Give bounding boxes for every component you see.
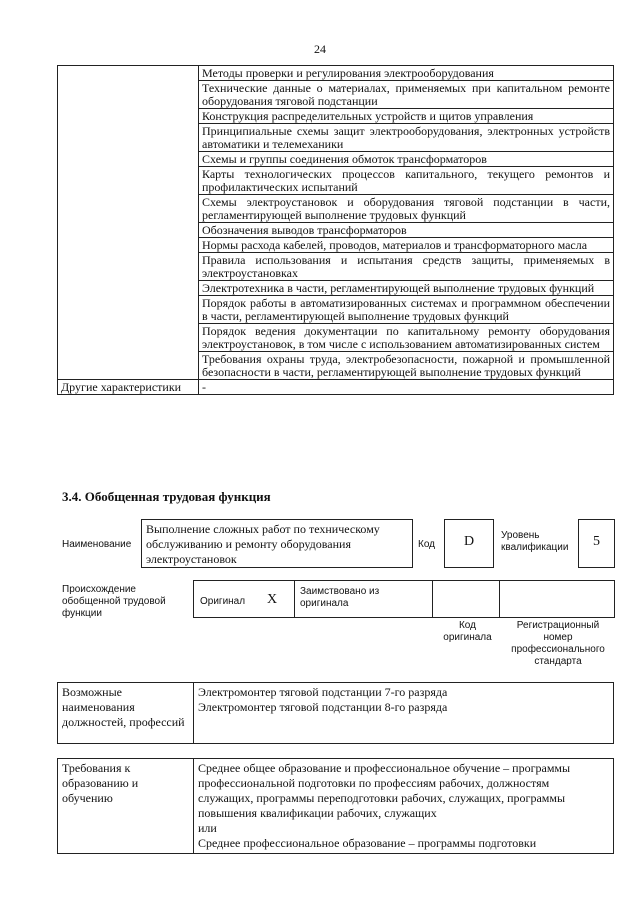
knowledge-item: Принципиальные схемы защит электрооборудования, электронных устройств автоматики и телемеханики	[199, 124, 614, 152]
other-characteristics-value: -	[199, 380, 614, 395]
knowledge-item: Схемы и группы соединения обмоток трансформаторов	[199, 152, 614, 167]
knowledge-item: Карты технологических процессов капитального, текущего ремонтов и профилактических испытаний	[199, 167, 614, 195]
knowledge-item: Нормы расхода кабелей, проводов, материалов и трансформаторного масла	[199, 238, 614, 253]
code-value: D	[463, 534, 475, 549]
origin-label: Происхождение обобщенной трудовой функции	[62, 584, 166, 619]
code-original-caption: Код оригинала	[443, 620, 492, 643]
naming-value: Выполнение сложных работ по техническому обслуживанию и ремонту оборудования электроустановок	[146, 522, 380, 566]
knowledge-table	[57, 65, 614, 395]
level-value: 5	[593, 534, 600, 549]
knowledge-item: Обозначения выводов трансформаторов	[199, 223, 614, 238]
original-mark: X	[266, 592, 278, 607]
knowledge-item: Методы проверки и регулирования электрооборудования	[199, 66, 614, 81]
knowledge-left-cell	[58, 66, 199, 380]
education-line: Среднее общее образование и профессиональное обучение – программы	[198, 761, 571, 775]
knowledge-item: Электротехника в части, регламентирующей выполнение трудовых функций	[199, 281, 614, 296]
position-item: Электромонтер тяговой подстанции 8-го разряда	[198, 700, 448, 714]
code-label: Код	[418, 539, 436, 550]
knowledge-item: Требования охраны труда, электробезопасности, пожарной и промышленной безопасности в части, регламентирующей выполнение трудовых функций	[199, 352, 614, 380]
other-characteristics-row	[58, 380, 614, 395]
knowledge-item: Конструкция распределительных устройств и щитов управления	[199, 109, 614, 124]
education-line: профессиональной подготовки по профессиям рабочих, должностям	[198, 776, 550, 790]
knowledge-item: Порядок ведения документации по капитальному ремонту оборудования электроустановок, в том числе с использованием автоматизированных систем	[199, 324, 614, 352]
education-line: или	[198, 821, 217, 835]
borrowed-label: Заимствовано из оригинала	[300, 586, 380, 609]
level-label: Уровень квалификации	[501, 530, 569, 553]
origin-divider-2	[499, 580, 500, 618]
original-label: Оригинал	[200, 596, 246, 607]
knowledge-row	[58, 66, 614, 81]
position-item: Электромонтер тяговой подстанции 7-го разряда	[198, 685, 448, 699]
section-title: 3.4. Обобщенная трудовая функция	[62, 489, 271, 504]
page-number: 24	[314, 42, 326, 56]
education-table	[57, 758, 614, 854]
education-line: служащих, программы переподготовки рабочих, служащих, программы	[198, 791, 566, 805]
reg-number-caption: Регистрационный номер профессионального стандарта	[511, 620, 605, 667]
education-line: повышения квалификации рабочих, служащих	[198, 806, 437, 820]
education-line: Среднее профессиональное образование – программы подготовки	[198, 836, 537, 850]
other-characteristics-label: Другие характеристики	[58, 380, 199, 395]
knowledge-item: Схемы электроустановок и оборудования тяговой подстанции в части, регламентирующей выполнение трудовых функций	[199, 195, 614, 223]
education-values	[194, 759, 614, 854]
naming-label: Наименование	[62, 539, 132, 550]
education-label: Требования к образованию и обучению	[58, 759, 194, 854]
positions-label: Возможные наименования должностей, профессий	[58, 683, 194, 744]
knowledge-item: Порядок работы в автоматизированных системах и программном обеспечении в части, регламентирующей выполнение трудовых функций	[199, 296, 614, 324]
positions-values	[194, 683, 614, 744]
knowledge-item: Правила использования и испытания средств защиты, применяемых в электроустановках	[199, 253, 614, 281]
knowledge-item: Технические данные о материалах, применяемых при капитальном ремонте оборудования тяговой подстанции	[199, 81, 614, 109]
positions-table	[57, 682, 614, 744]
